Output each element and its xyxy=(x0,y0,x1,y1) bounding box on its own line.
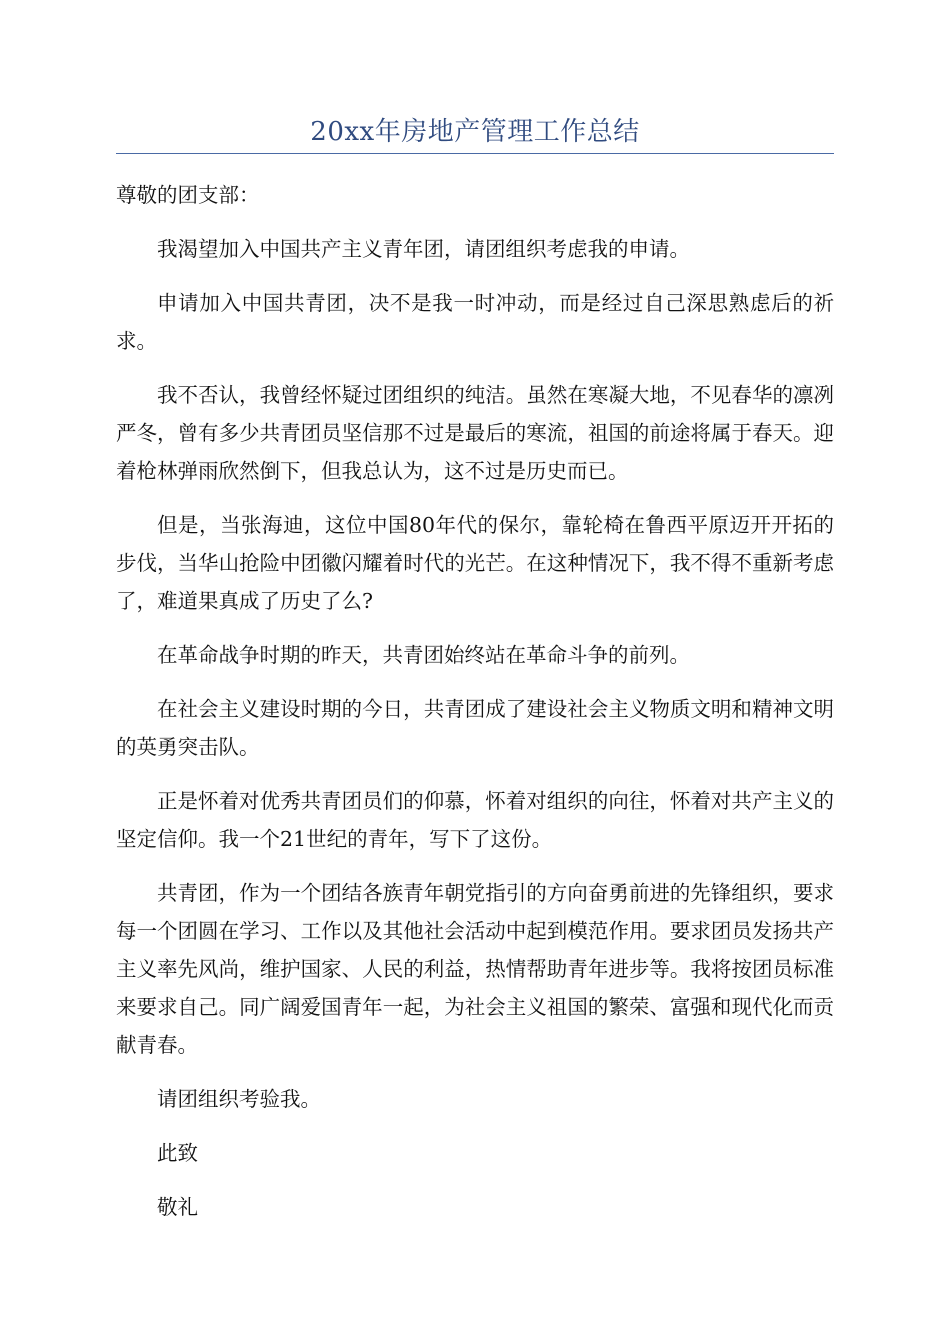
closing-line: 此致 xyxy=(157,1141,198,1165)
paragraph: 在社会主义建设时期的今日，共青团成了建设社会主义物质文明和精神文明的英勇突击队。 xyxy=(116,697,834,759)
paragraph: 我不否认，我曾经怀疑过团组织的纯洁。虽然在寒凝大地，不见春华的凛冽严冬，曾有多少共青团员坚信那不过是最后的寒流，祖国的前途将属于春天。迎着枪林弹雨欣然倒下，但我总认为，这不过是历史而已。 xyxy=(116,383,834,483)
document-body xyxy=(116,176,834,1242)
paragraph: 请团组织考验我。 xyxy=(157,1087,321,1111)
paragraph: 在革命战争时期的昨天，共青团始终站在革命斗争的前列。 xyxy=(157,643,690,667)
closing-line: 敬礼 xyxy=(157,1195,198,1219)
salutation: 尊敬的团支部： xyxy=(116,183,260,207)
title-underline xyxy=(116,153,834,154)
paragraph: 但是，当张海迪，这位中国80年代的保尔，靠轮椅在鲁西平原迈开开拓的步伐，当华山抢险中团徽闪耀着时代的光芒。在这种情况下，我不得不重新考虑了，难道果真成了历史了么? xyxy=(116,513,834,613)
paragraph: 我渴望加入中国共产主义青年团，请团组织考虑我的申请。 xyxy=(157,237,690,261)
paragraph: 正是怀着对优秀共青团员们的仰慕，怀着对组织的向往，怀着对共产主义的坚定信仰。我一个21世纪的青年，写下了这份。 xyxy=(116,789,834,851)
paragraph: 申请加入中国共青团，决不是我一时冲动，而是经过自己深思熟虑后的祈求。 xyxy=(116,291,834,353)
paragraph: 共青团，作为一个团结各族青年朝党指引的方向奋勇前进的先锋组织，要求每一个团圆在学习、工作以及其他社会活动中起到模范作用。要求团员发扬共产主义率先风尚，维护国家、人民的利益，热情帮助青年进步等。我将按团员标准来要求自己。同广阔爱国青年一起，为社会主义祖国的繁荣、富强和现代化而贡献青春。 xyxy=(116,881,834,1057)
document-title: 20xx年房地产管理工作总结 xyxy=(310,117,640,147)
